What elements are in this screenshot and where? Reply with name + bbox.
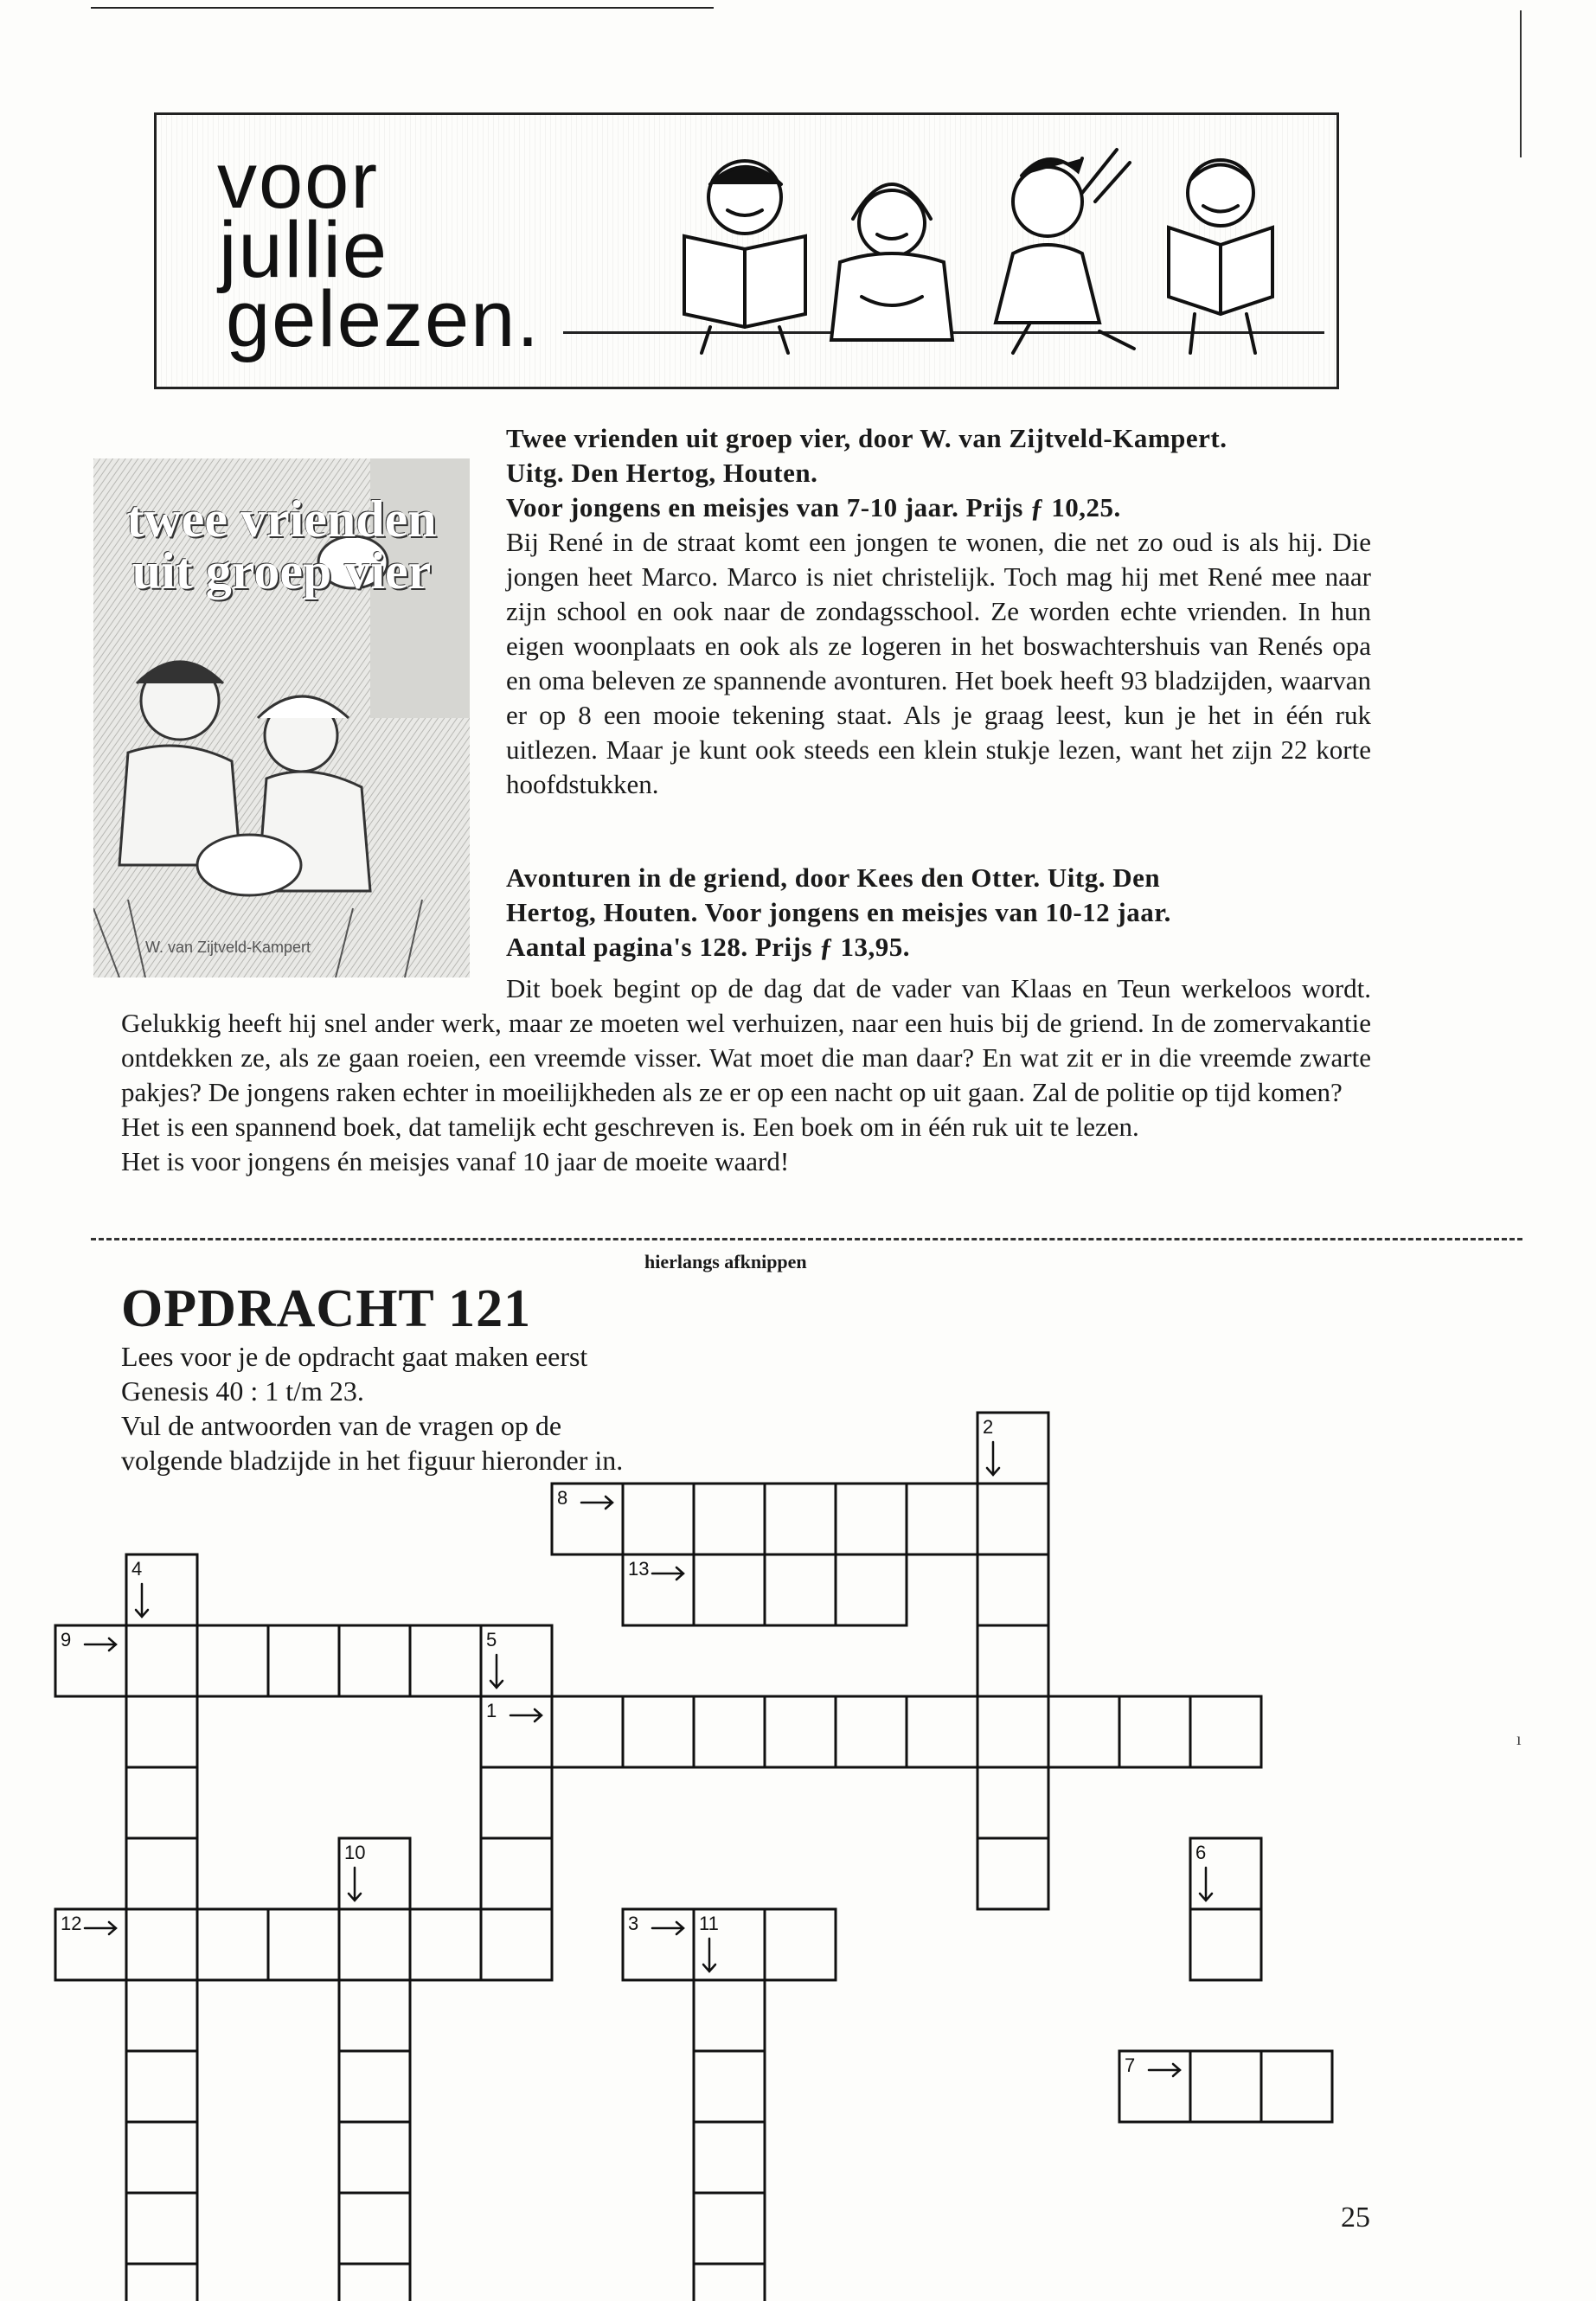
assignment-line-1: Lees voor je de opdracht gaat maken eerst Genesis 40 : 1 t/m 23. (121, 1341, 588, 1407)
crossword-cell[interactable] (339, 1980, 410, 2051)
crossword-cell[interactable] (1119, 1696, 1190, 1767)
header-title-line-2: jullie (219, 206, 389, 294)
clue-number-9: 9 (61, 1629, 72, 1650)
crossword-cell[interactable] (481, 1838, 552, 1909)
review-2-body-paragraph-3: Het is voor jongens én meisjes vanaf 10 jaar de moeite waard! (121, 1146, 790, 1176)
crossword-cell[interactable] (623, 1484, 694, 1554)
crossword-cell[interactable] (694, 1980, 765, 2051)
crossword-cell[interactable] (977, 1554, 1048, 1625)
cover-title-line-2: uit groep vier (131, 542, 432, 599)
crossword-cell[interactable] (339, 1625, 410, 1696)
crossword-cell[interactable] (694, 2264, 765, 2301)
crossword-cell[interactable] (339, 2122, 410, 2193)
crossword-cell[interactable] (410, 1625, 481, 1696)
clue-number-8: 8 (557, 1487, 568, 1509)
crossword-cell[interactable] (694, 1554, 765, 1625)
header-title-line-1: voor (217, 137, 379, 225)
review-2-heading-3: Aantal pagina's 128. Prijs ƒ 13,95. (506, 932, 911, 962)
crossword-cell[interactable] (1190, 2051, 1261, 2122)
crossword-cell[interactable] (126, 2122, 197, 2193)
crossword-cell[interactable] (836, 1554, 907, 1625)
clue-number-10: 10 (344, 1842, 366, 1863)
crossword-cell[interactable] (197, 1625, 268, 1696)
clue-number-2: 2 (983, 1416, 994, 1438)
crossword-cell[interactable] (126, 2051, 197, 2122)
crossword-cell[interactable] (126, 2264, 197, 2301)
crossword-cell[interactable] (694, 2193, 765, 2264)
clue-number-6: 6 (1195, 1842, 1207, 1863)
clue-number-4: 4 (131, 1558, 143, 1580)
crossword-cell[interactable] (694, 1696, 765, 1767)
crossword-cell[interactable] (126, 1767, 197, 1838)
assignment-title: OPDRACHT 121 (121, 1279, 532, 1338)
review-2-body-first-line: Dit boek begint op de dag dat de vader van Klaas en Teun (506, 973, 1171, 1003)
crossword-cell[interactable] (765, 1696, 836, 1767)
clue-number-13: 13 (628, 1558, 650, 1580)
crossword-cell[interactable] (836, 1696, 907, 1767)
crossword-cell[interactable] (977, 1767, 1048, 1838)
crossword-cell[interactable] (197, 1909, 268, 1980)
cover-author: W. van Zijtveld-Kampert (145, 939, 311, 956)
crossword-cell[interactable] (907, 1696, 977, 1767)
crossword-cell[interactable] (126, 1909, 197, 1980)
crossword-cell[interactable] (694, 1484, 765, 1554)
crossword-cell[interactable] (977, 1696, 1048, 1767)
crossword-cell[interactable] (339, 2051, 410, 2122)
review-1-heading-2: Uitg. Den Hertog, Houten. (506, 458, 818, 488)
clue-number-11: 11 (699, 1913, 719, 1934)
crossword-cell[interactable] (410, 1909, 481, 1980)
clue-number-5: 5 (486, 1629, 497, 1650)
crossword-cell[interactable] (907, 1484, 977, 1554)
crossword-cell[interactable] (765, 1554, 836, 1625)
crossword-cell[interactable] (126, 1696, 197, 1767)
crossword-cell[interactable] (694, 2122, 765, 2193)
review-2-heading-1: Avonturen in de griend, door Kees den Otter. Uitg. Den (506, 862, 1161, 893)
review-2-body-paragraph-2: Het is een spannend boek, dat tamelijk echt geschreven is. Een boek om in één ruk uit te lezen. (121, 1112, 1139, 1142)
crossword-cell[interactable] (126, 2193, 197, 2264)
crossword-cell[interactable] (836, 1484, 907, 1554)
clue-number-1: 1 (486, 1700, 497, 1721)
crossword-cell[interactable] (552, 1696, 623, 1767)
review-1-heading-3: Voor jongens en meisjes van 7-10 jaar. Prijs ƒ 10,25. (506, 492, 1121, 522)
crossword-cell[interactable] (339, 2193, 410, 2264)
review-1-heading-1: Twee vrienden uit groep vier, door W. van Zijtveld-Kampert. (506, 423, 1227, 453)
assignment-line-2: Vul de antwoorden van de vragen op de volgende bladzijde in het figuur hieronder in. (121, 1410, 624, 1476)
crossword-cell[interactable] (623, 1696, 694, 1767)
crossword-cell[interactable] (339, 2264, 410, 2301)
clue-number-3: 3 (628, 1913, 639, 1934)
cut-line-label: hierlangs afknippen (644, 1251, 807, 1272)
crossword-cell[interactable] (1048, 1696, 1119, 1767)
clue-number-7: 7 (1125, 2054, 1136, 2076)
crossword-cell[interactable] (694, 2051, 765, 2122)
page-number: 25 (1341, 2202, 1370, 2234)
crossword-cell[interactable] (765, 1484, 836, 1554)
review-2-body-rest: werkeloos wordt. Gelukkig heeft hij snel ander werk, maar ze moeten wel verhuizen, naar een huis bij de griend. In de zomervakantie ontdekken ze, als ze gaan roeien, een vreemde visser. Wat moet die man daar? En wat zit er in die vreemde zwarte pakjes? De jongens raken echter in moeilijkheden als ze er op een nacht op uit gaan. Zal de politie op tijd komen? (121, 973, 1372, 1107)
crossword-cell[interactable] (481, 1909, 552, 1980)
crossword-cell[interactable] (268, 1625, 339, 1696)
crossword-cell[interactable] (1190, 1696, 1261, 1767)
crossword-cell[interactable] (126, 1980, 197, 2051)
crossword-cell[interactable] (977, 1838, 1048, 1909)
crossword-cell[interactable] (765, 1909, 836, 1980)
crossword-cell[interactable] (339, 1909, 410, 1980)
stray-mark: ı (1516, 1730, 1522, 1749)
review-1-body: Bij René in de straat komt een jongen te wonen, die net zo oud is als hij. Die jongen heet Marco. Marco is niet christelijk. Toch mag hij met René mee naar zijn school en ook naar de zondagsschool. Ze worden echte vrienden. In hun eigen woonplaats en ook als ze logeren in het boswachtershuis van Renés opa en oma beleven ze spannende avonturen. Het boek heeft 93 bladzijden, waarvan er op 8 een mooie tekening staat. Als je graag leest, kun je het in één ruk uitlezen. Maar je kunt ook steeds een klein stukje lezen, want het zijn 22 korte hoofdstukken. (506, 527, 1371, 799)
cover-title-line-1: twee vrienden (126, 490, 437, 548)
header-title-line-3: gelezen. (226, 275, 541, 363)
crossword-cell[interactable] (977, 1625, 1048, 1696)
crossword-cell[interactable] (481, 1767, 552, 1838)
crossword-cell[interactable] (1261, 2051, 1332, 2122)
review-2-heading-2: Hertog, Houten. Voor jongens en meisjes van 10-12 jaar. (506, 897, 1171, 927)
crossword-cell[interactable] (268, 1909, 339, 1980)
clue-number-12: 12 (61, 1913, 82, 1934)
crossword-cell[interactable] (126, 1838, 197, 1909)
crossword-cell[interactable] (977, 1484, 1048, 1554)
crossword-cell[interactable] (126, 1625, 197, 1696)
crossword-cell[interactable] (1190, 1909, 1261, 1980)
